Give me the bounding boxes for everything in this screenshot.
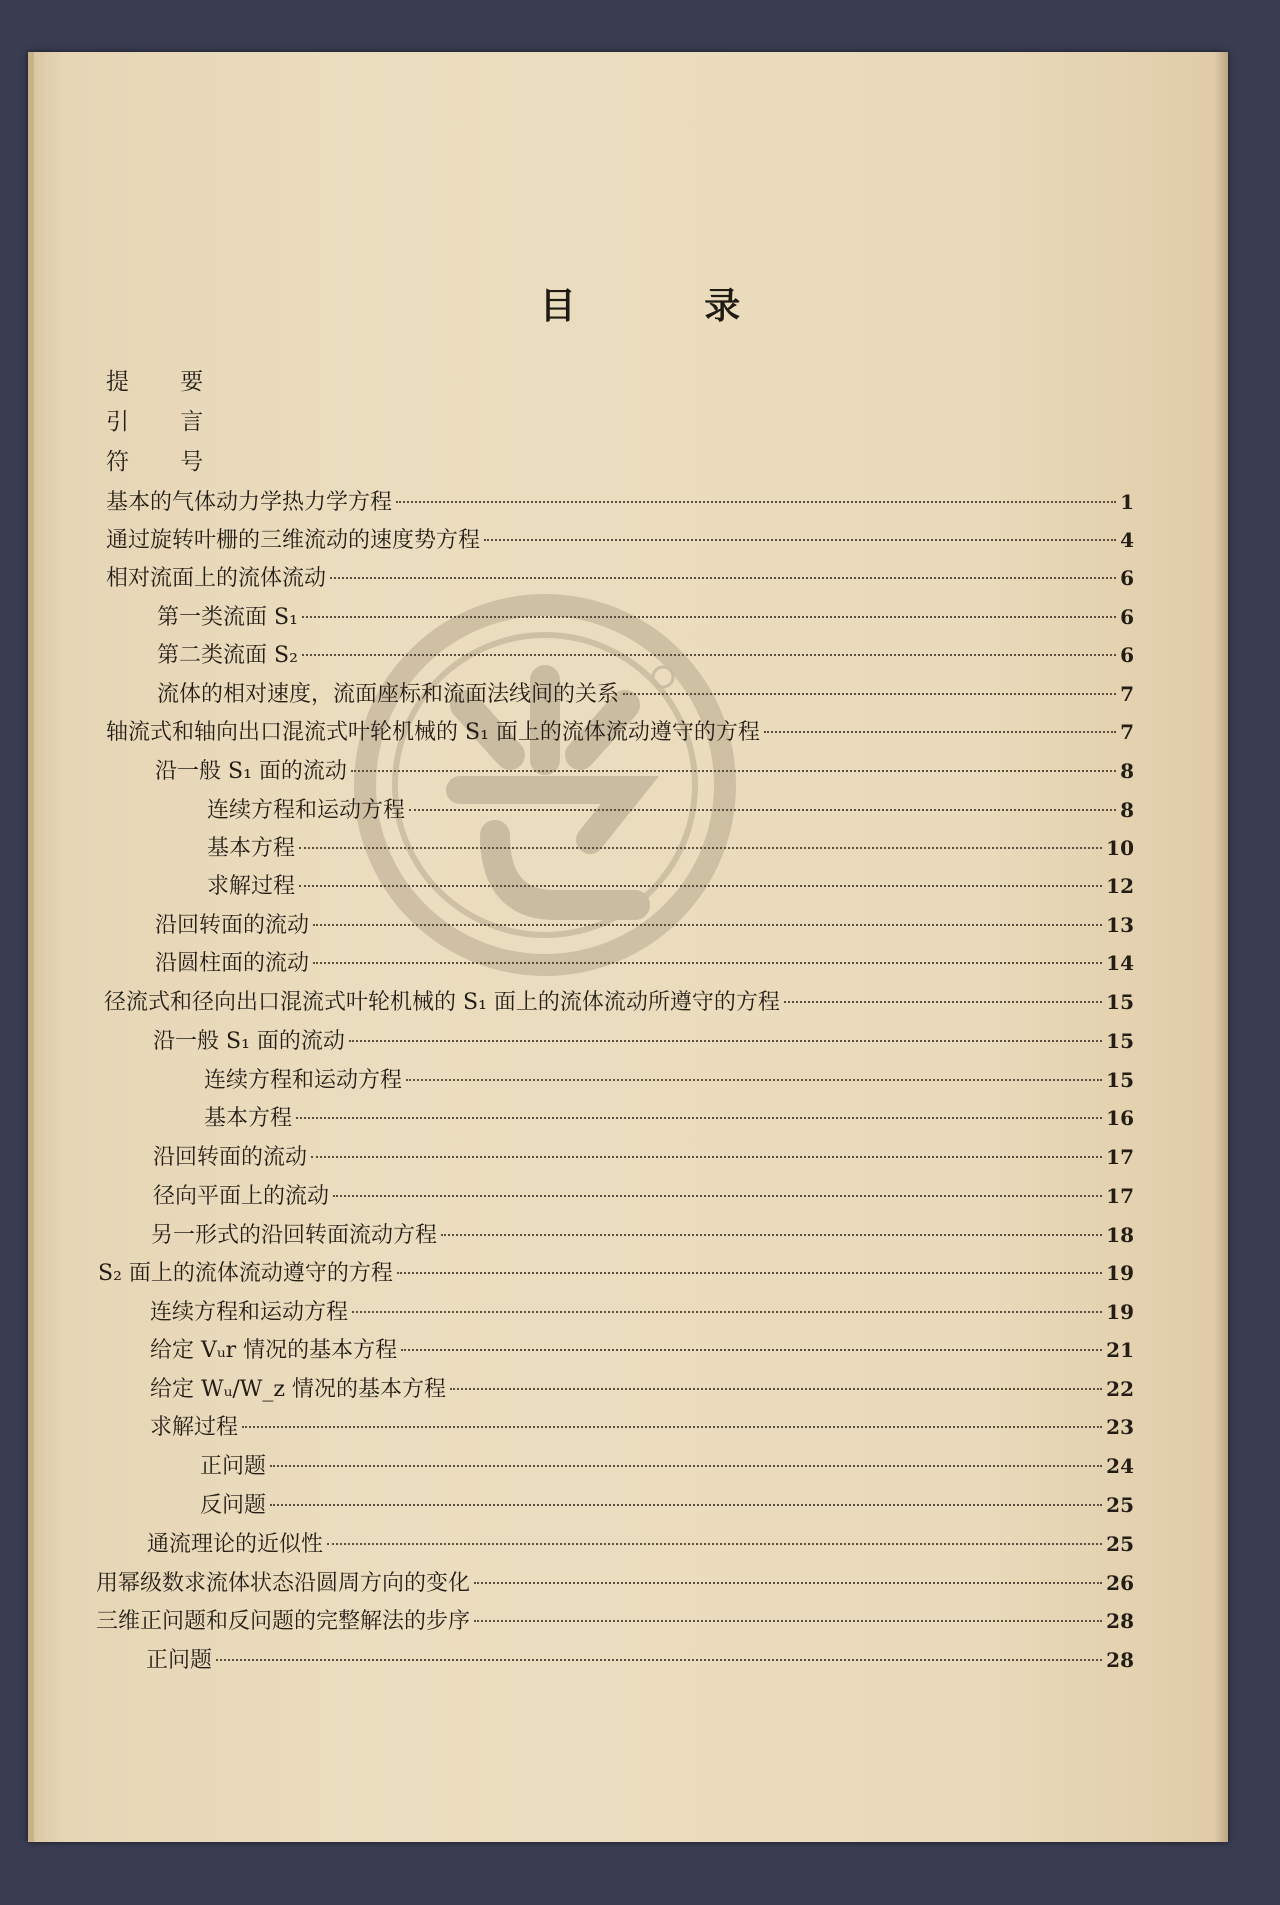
toc-entry: 通流理论的近似性 25 (147, 1532, 1134, 1557)
toc-entry: 正问题 28 (146, 1648, 1134, 1673)
toc-entry: 求解过程 12 (207, 874, 1134, 899)
front-matter-symbols: 符 号 (106, 449, 226, 475)
toc-entry: 基本的气体动力学热力学方程 1 (106, 490, 1134, 515)
toc-entry: 正问题 24 (200, 1454, 1134, 1479)
toc-entry: 三维正问题和反问题的完整解法的步序 28 (96, 1609, 1134, 1634)
toc-entry: 另一形式的沿回转面流动方程 18 (151, 1223, 1134, 1248)
toc-entry: 径流式和径向出口混流式叶轮机械的 S₁ 面上的流体流动所遵守的方程 15 (104, 990, 1134, 1015)
toc-entry: 相对流面上的流体流动 6 (106, 566, 1134, 591)
toc-entry: 沿一般 S₁ 面的流动 15 (153, 1029, 1134, 1054)
toc-entry: 连续方程和运动方程 19 (150, 1300, 1134, 1325)
toc-entry: 第一类流面 S₁ 6 (157, 605, 1134, 630)
toc-entry: 通过旋转叶栅的三维流动的速度势方程 4 (106, 528, 1134, 553)
toc-entry: 沿圆柱面的流动 14 (155, 951, 1134, 976)
toc-entry: 沿回转面的流动 17 (153, 1145, 1134, 1170)
toc-entry: 流体的相对速度，流面座标和流面法线间的关系 7 (157, 682, 1134, 707)
front-matter-introduction: 引 言 (106, 409, 226, 435)
toc-entry: 沿一般 S₁ 面的流动 8 (155, 759, 1134, 784)
toc-entry: 第二类流面 S₂ 6 (157, 643, 1134, 668)
toc-entry: S₂ 面上的流体流动遵守的方程 19 (98, 1261, 1134, 1286)
front-matter-abstract: 提 要 (106, 369, 226, 395)
toc-entry: 连续方程和运动方程 8 (207, 798, 1134, 823)
toc-entry: 沿回转面的流动 13 (155, 913, 1134, 938)
toc-entry: 基本方程 10 (207, 836, 1134, 861)
toc-entry: 反问题 25 (200, 1493, 1134, 1518)
toc-entry: 基本方程 16 (204, 1106, 1134, 1131)
toc-entry: 连续方程和运动方程 15 (204, 1068, 1134, 1093)
toc-entry: 轴流式和轴向出口混流式叶轮机械的 S₁ 面上的流体流动遵守的方程 7 (106, 720, 1134, 745)
toc-entry: 用幂级数求流体状态沿圆周方向的变化 26 (96, 1571, 1134, 1596)
toc-entry: 给定 Vᵤr 情况的基本方程 21 (150, 1338, 1134, 1363)
toc-entry: 求解过程 23 (150, 1415, 1134, 1440)
page-title: 目 录 (539, 286, 799, 327)
toc-entry: 径向平面上的流动 17 (153, 1184, 1134, 1209)
toc-entry: 给定 Wᵤ/W_z 情况的基本方程 22 (150, 1377, 1134, 1402)
